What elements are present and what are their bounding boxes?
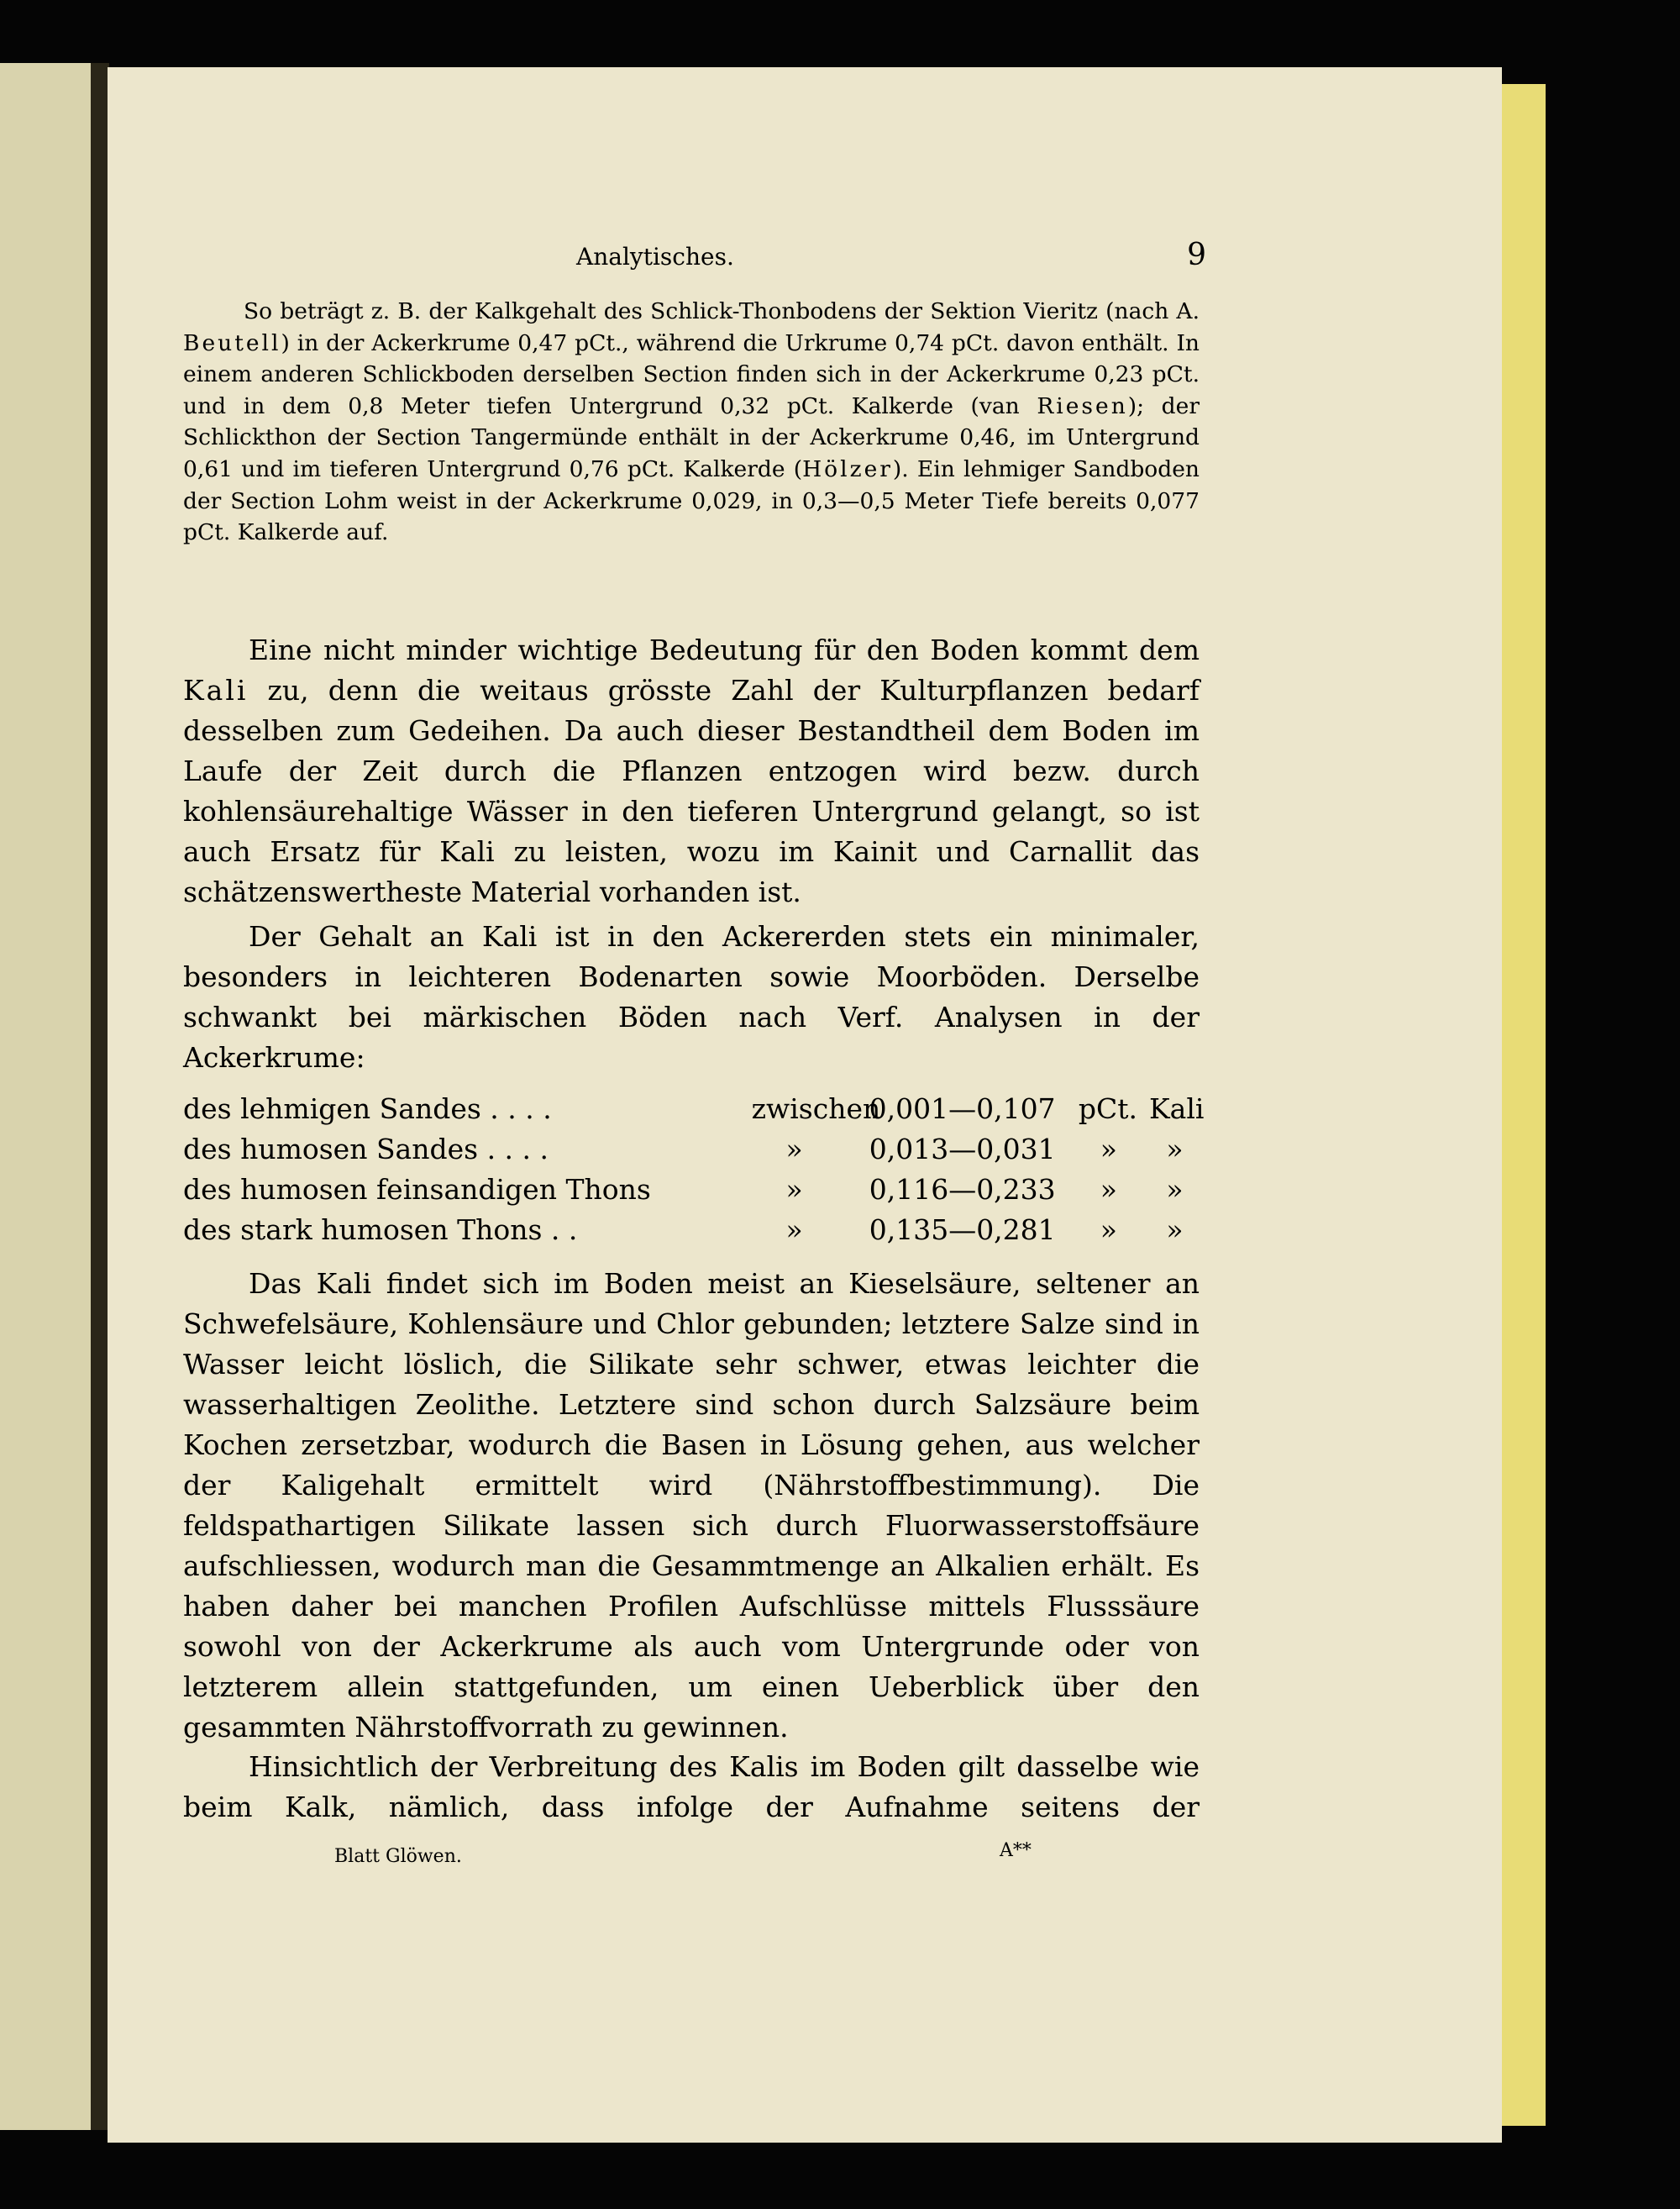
paragraph-text — [183, 630, 1200, 913]
row-range: 0,116—0,233 — [869, 1173, 1056, 1206]
small-print-paragraph — [183, 296, 1200, 549]
row-label: des stark humosen Thons . . — [183, 1213, 578, 1246]
paragraph-kali-binding — [183, 1264, 1200, 1748]
row-unit: pCt. — [1078, 1092, 1138, 1125]
text-run: zu, denn die weitaus grösste Zahl der Kulturpflanzen bedarf desselben zum Gedeihen. Da auch dieser Bestandtheil dem Boden im Laufe der Zeit durch die Pflanzen entzogen wird bezw. durch kohlensäurehaltige Wässer in den tieferen Untergrund gelangt, so ist auch Ersatz für Kali zu leisten, wozu im Kainit und Carnallit das schätzenswertheste Material vorhanden ist. — [183, 674, 1200, 908]
table-row — [183, 1129, 1200, 1170]
author-name: Hölzer — [802, 455, 893, 482]
row-substance: » — [1166, 1213, 1184, 1246]
row-label: des humosen Sandes . . . . — [183, 1133, 549, 1165]
table-row — [183, 1170, 1200, 1210]
author-name: Beutell — [183, 329, 281, 356]
text-run: ) in der Ackerkrume 0,47 pCt., während die Urkrume 0,74 pCt. davon enthält. In einem anderen Schlickboden derselben Section finden sich in der Ackerkrume 0,23 pCt. und in dem 0,8 Meter tiefen Untergrund 0,32 pCt. Kalkerde (van — [183, 329, 1200, 419]
paragraph-kali-content — [183, 917, 1200, 1078]
paragraph-kali-importance — [183, 630, 1200, 913]
row-qualifier: » — [785, 1173, 803, 1206]
paragraph-text: Hinsichtlich der Verbreitung des Kalis im Boden gilt dasselbe wie beim Kalk, nämlich, dass infolge der Aufnahme seitens der — [183, 1750, 1200, 1823]
row-qualifier: » — [785, 1213, 803, 1246]
paragraph-text: Das Kali findet sich im Boden meist an Kieselsäure, seltener an Schwefelsäure, Kohlensäure und Chlor gebunden; letztere Salze sind in Wasser leicht löslich, die Silikate sehr schwer, etwas leichter die wasserhaltigen Zeolithe. Letztere sind schon durch Salzsäure beim Kochen zersetzbar, wodurch die Basen in Lösung gehen, aus welcher der Kaligehalt ermittelt wird (Nährstoffbestimmung). Die feldspathartigen Silikate lassen sich durch Fluorwasserstoffsäure aufschliessen, wodurch man die Gesammtmenge an Alkalien erhält. Es haben daher bei manchen Profilen Aufschlüsse mittels Flusssäure sowohl von der Ackerkrume als auch vom Untergrunde oder von letzterem allein stattgefunden, um einen Ueberblick über den gesammten Nährstoffvorrath zu gewinnen. — [183, 1267, 1200, 1744]
row-label: des humosen feinsandigen Thons — [183, 1173, 651, 1206]
small-paragraph-text — [183, 296, 1200, 549]
text-run: Eine nicht minder wichtige Bedeutung für den Boden kommt dem — [249, 634, 1200, 666]
row-qualifier: zwischen — [751, 1092, 881, 1125]
row-range: 0,135—0,281 — [869, 1213, 1056, 1246]
row-range: 0,013—0,031 — [869, 1133, 1056, 1165]
running-title: Analytisches. — [576, 243, 734, 271]
author-name: Riesen — [1037, 392, 1128, 419]
row-substance: » — [1166, 1173, 1184, 1206]
emphasized-term: Kali — [183, 674, 249, 707]
row-unit: » — [1100, 1213, 1117, 1246]
left-page-edge — [0, 63, 94, 2130]
text-run: So beträgt z. B. der Kalkgehalt des Schlick-Thonbodens der Sektion Vieritz (nach A. — [244, 298, 1200, 324]
row-unit: » — [1100, 1173, 1117, 1206]
table-row — [183, 1089, 1205, 1129]
table-row — [183, 1210, 1200, 1250]
page-header — [576, 238, 1215, 272]
kali-table — [183, 1089, 1205, 1250]
row-unit: » — [1100, 1133, 1117, 1165]
paragraph-text: Der Gehalt an Kali ist in den Ackererden stets ein minimaler, besonders in leichteren Bodenarten sowie Moorböden. Derselbe schwankt bei märkischen Böden nach Verf. Analysen in der Ackerkrume: — [183, 920, 1200, 1074]
row-substance: » — [1166, 1133, 1184, 1165]
text-run: ). Ein lehmiger Sandboden der Section Lohm weist in der Ackerkrume 0,029, in 0,3—0,5 Meter Tiefe bereits 0,077 pCt. Kalkerde auf. — [183, 455, 1200, 546]
row-label: des lehmigen Sandes . . . . — [183, 1092, 552, 1125]
page-number: 9 — [1187, 238, 1206, 272]
text-run: ); der Schlickthon der Section Tangermünde enthält in der Ackerkrume 0,46, im Untergrund 0,61 und im tieferen Untergrund 0,76 pCt. Kalkerde ( — [183, 392, 1200, 482]
footer-signature: A** — [1000, 1840, 1032, 1861]
row-qualifier: » — [785, 1133, 803, 1165]
book-gutter — [91, 63, 109, 2130]
row-range: 0,001—0,107 — [869, 1092, 1056, 1125]
footer-sheet-name: Blatt Glöwen. — [334, 1846, 462, 1867]
row-substance: Kali — [1149, 1092, 1205, 1125]
paragraph-kali-distribution — [183, 1747, 1200, 1828]
